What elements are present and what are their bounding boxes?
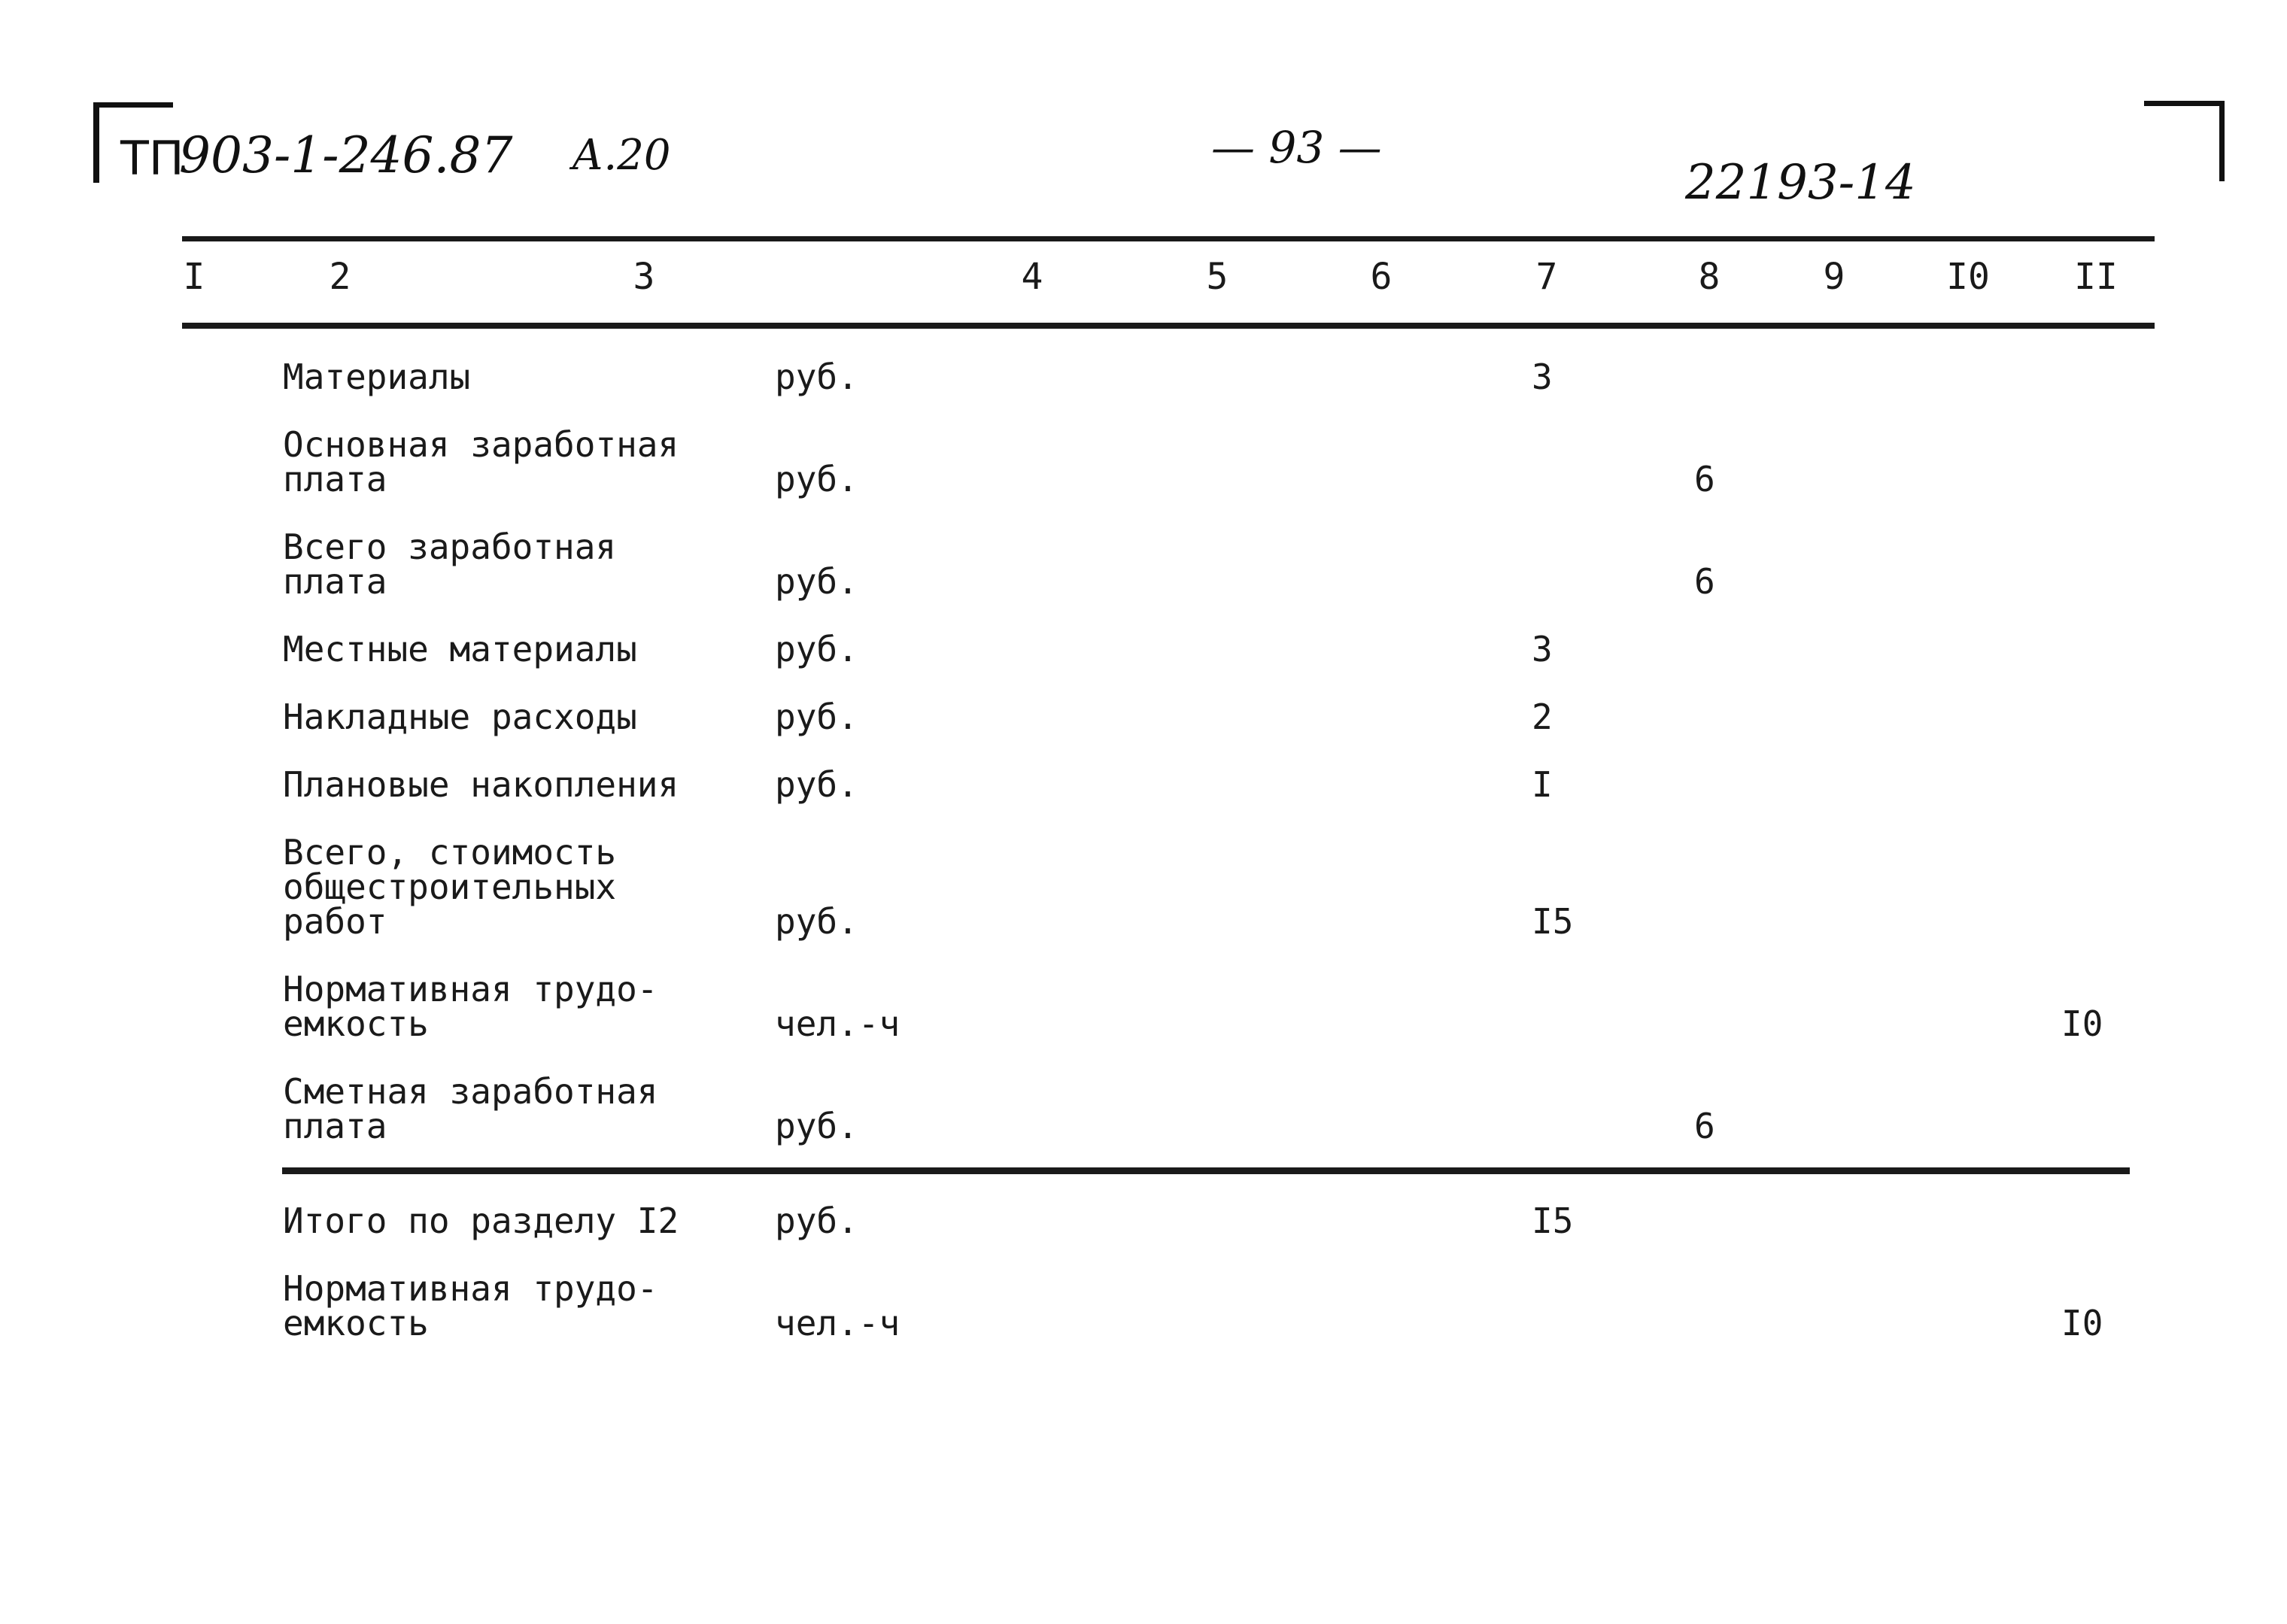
row-label: Местные материалы: [283, 629, 637, 669]
row-unit: руб.: [775, 901, 858, 942]
album-number: А.20: [572, 131, 671, 180]
row-unit: руб.: [775, 357, 858, 397]
row-label: Нормативная трудо-: [283, 1268, 658, 1309]
column-number-2: 2: [329, 256, 351, 298]
row-value-col7: I5: [1532, 1201, 1574, 1241]
row-unit: руб.: [775, 1106, 858, 1146]
row-unit: руб.: [775, 561, 858, 602]
inventory-number: 22193-14: [1685, 155, 1916, 211]
corner-mark-right: [2144, 101, 2225, 181]
row-unit: руб.: [775, 697, 858, 737]
table-top-rule: [182, 236, 2155, 241]
row-label: Итого по разделу I2: [283, 1201, 679, 1241]
row-value-col7: I5: [1532, 901, 1574, 942]
row-unit: руб.: [775, 459, 858, 499]
column-number-1: I: [183, 256, 205, 298]
row-unit: руб.: [775, 764, 858, 805]
page-number: — 93 —: [1211, 122, 1382, 173]
column-number-4: 4: [1021, 256, 1043, 298]
row-unit: чел.-ч: [775, 1003, 901, 1044]
row-label: общестроительных: [283, 867, 617, 907]
row-label: работ: [283, 901, 387, 942]
column-number-6: 6: [1370, 256, 1393, 298]
row-unit: руб.: [775, 1201, 858, 1241]
doc-code: 903-1-246.87: [179, 126, 513, 184]
totals-rule: [282, 1167, 2130, 1174]
row-label: Накладные расходы: [283, 697, 637, 737]
row-label: Сметная заработная: [283, 1071, 658, 1112]
column-number-9: 9: [1823, 256, 1845, 298]
table-header-rule: [182, 323, 2155, 329]
row-label: Плановые накопления: [283, 764, 679, 805]
column-number-5: 5: [1206, 256, 1229, 298]
row-label: плата: [283, 561, 387, 602]
row-label: емкость: [283, 1303, 429, 1343]
column-number-3: 3: [633, 256, 655, 298]
doc-code-prefix: ТП: [120, 131, 184, 186]
column-number-11: II: [2074, 256, 2118, 298]
row-value-col7: I: [1532, 764, 1553, 805]
row-unit: руб.: [775, 629, 858, 669]
row-value-col7: 2: [1532, 697, 1553, 737]
row-label: Всего, стоимость: [283, 832, 617, 873]
row-value-col8: 6: [1694, 561, 1715, 602]
row-label: емкость: [283, 1003, 429, 1044]
row-value-col11: I0: [2061, 1303, 2103, 1343]
row-label: плата: [283, 1106, 387, 1146]
row-label: Нормативная трудо-: [283, 969, 658, 1009]
row-unit: чел.-ч: [775, 1303, 901, 1343]
row-label: Всего заработная: [283, 527, 617, 567]
column-number-8: 8: [1698, 256, 1721, 298]
row-value-col7: 3: [1532, 357, 1553, 397]
row-label: Материалы: [283, 357, 471, 397]
row-value-col8: 6: [1694, 1106, 1715, 1146]
row-value-col11: I0: [2061, 1003, 2103, 1044]
row-label: плата: [283, 459, 387, 499]
row-label: Основная заработная: [283, 424, 679, 465]
column-number-7: 7: [1535, 256, 1558, 298]
row-value-col8: 6: [1694, 459, 1715, 499]
column-number-10: I0: [1946, 256, 1990, 298]
row-value-col7: 3: [1532, 629, 1553, 669]
